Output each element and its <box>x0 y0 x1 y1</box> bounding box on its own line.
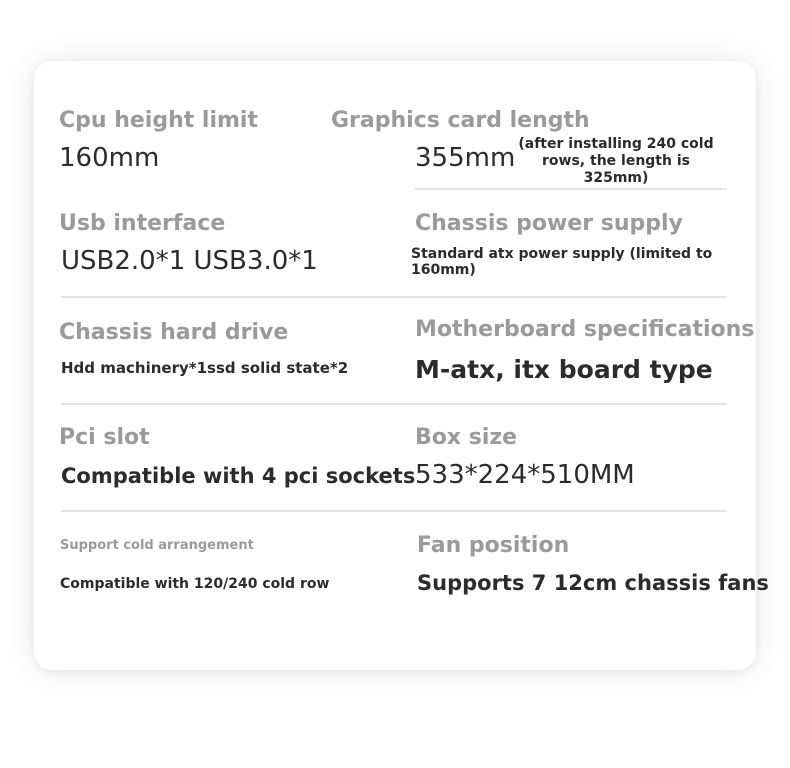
power-supply-label: Chassis power supply <box>415 211 683 236</box>
fan-position-value: Supports 7 12cm chassis fans <box>417 571 769 595</box>
fan-position-label: Fan position <box>417 533 570 558</box>
hard-drive-value: Hdd machinery*1ssd solid state*2 <box>61 359 349 377</box>
pci-slot-value: Compatible with 4 pci sockets <box>61 464 416 488</box>
divider <box>61 510 727 512</box>
box-size-value: 533*224*510MM <box>415 460 635 490</box>
divider <box>61 403 727 405</box>
hard-drive-label: Chassis hard drive <box>59 320 289 345</box>
divider <box>415 188 727 190</box>
cpu-height-value: 160mm <box>59 143 160 173</box>
pci-slot-label: Pci slot <box>59 425 150 450</box>
divider <box>61 296 727 298</box>
cold-arrangement-value: Compatible with 120/240 cold row <box>60 576 330 592</box>
power-supply-value: Standard atx power supply (limited to 160mm) <box>411 246 713 278</box>
motherboard-label: Motherboard specifications <box>415 317 755 342</box>
cold-arrangement-label: Support cold arrangement <box>60 538 254 553</box>
gpu-length-label: Graphics card length <box>331 108 590 133</box>
box-size-label: Box size <box>415 425 518 450</box>
gpu-length-value: 355mm <box>415 143 516 173</box>
usb-label: Usb interface <box>59 211 226 236</box>
cpu-height-label: Cpu height limit <box>59 108 258 133</box>
usb-value: USB2.0*1 USB3.0*1 <box>61 246 318 276</box>
gpu-length-note: (after installing 240 cold rows, the length is 325mm) <box>518 136 714 186</box>
motherboard-value: M-atx, itx board type <box>415 355 713 384</box>
